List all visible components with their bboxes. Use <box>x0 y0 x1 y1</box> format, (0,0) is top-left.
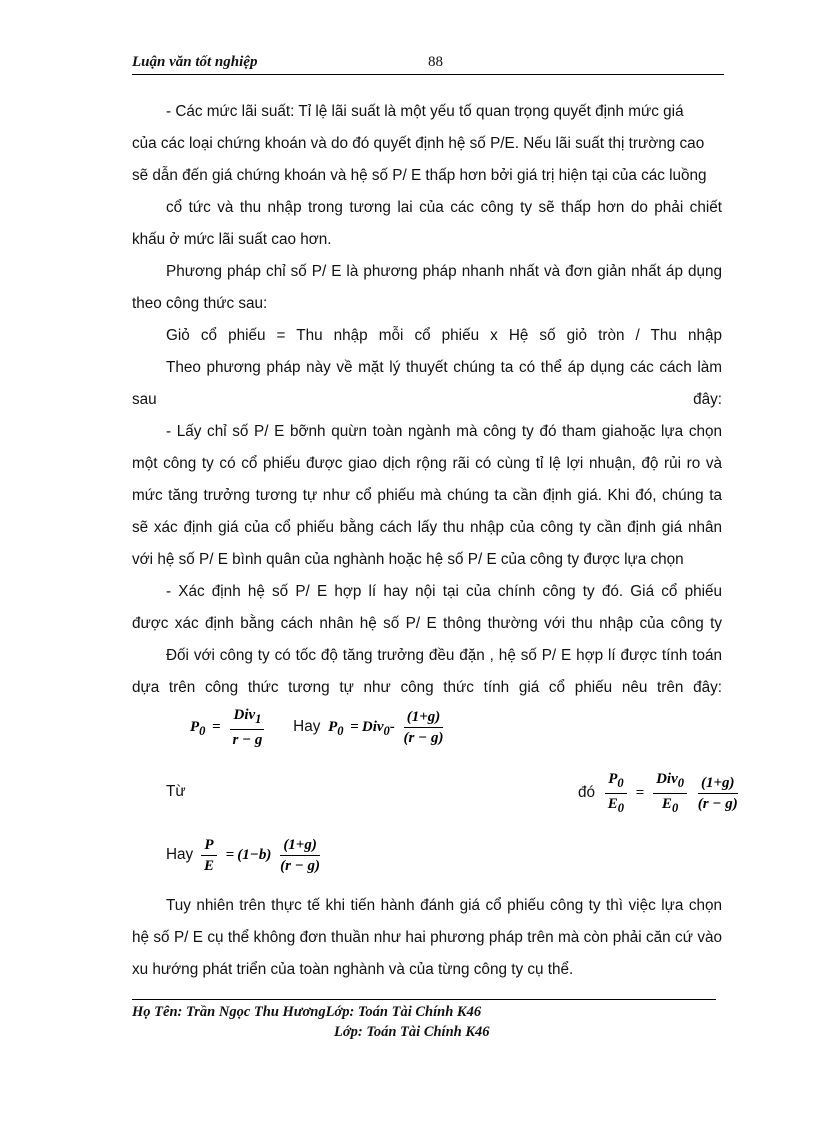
formula-subscript: 0 <box>617 776 624 790</box>
paragraph-line: Đối với công ty có tốc độ tăng trưởng đều đặn , hệ số P/ E hợp lí được tính toán <box>166 647 722 664</box>
paragraph-line: xu hướng phát triển của toàn nghành và của từng công ty cụ thể. <box>132 961 574 978</box>
fraction <box>653 770 687 817</box>
formula-symbol: E <box>607 796 618 812</box>
page-header <box>132 52 724 75</box>
formula-symbol: E <box>203 858 214 874</box>
paragraph-line: - Các mức lãi suất: Tỉ lệ lãi suất là một yếu tố quan trọng quyết định mức giá <box>166 103 684 120</box>
closing-paragraph <box>132 890 722 986</box>
fraction <box>229 706 265 749</box>
paragraph-line: dựa trên công thức tương tự như công thức tính giá cổ phiếu nêu trên đây: <box>132 679 722 696</box>
formula-symbol: (r − g) <box>697 796 738 812</box>
formula-symbol: P <box>201 836 216 856</box>
formula-subscript: 0 <box>337 723 344 738</box>
formula-subscript: 1 <box>255 712 262 726</box>
formula-symbol: (1−b) <box>237 846 272 863</box>
formula-subscript: 0 <box>617 801 625 815</box>
paragraph-line: mức tăng trưởng tương tự như cổ phiếu mà chúng ta cần định giá. Khi đó, chúng ta <box>132 487 722 504</box>
formula-symbol: P <box>328 718 338 735</box>
paragraph-line: với hệ số P/ E bình quân của nghành hoặc hệ số P/ E của công ty được lựa chọn <box>132 551 684 568</box>
header-title: Luận văn tốt nghiệp <box>132 54 258 70</box>
fraction <box>695 774 741 813</box>
formula-symbol: (r − g) <box>403 730 444 746</box>
formula-symbol: (1+g) <box>280 836 320 856</box>
page-number: 88 <box>428 54 443 70</box>
formula-symbol: Div <box>656 771 678 787</box>
formula-symbol: Div <box>361 718 384 735</box>
paragraph-line: sau đây: <box>132 391 722 408</box>
paragraph-line: theo công thức sau: <box>132 295 268 312</box>
formula-connector: Hay <box>293 717 321 735</box>
formula-p0: $P_0$ = $\frac{Div_1}{r - g}$ Hay $P_0 = Div_0-$ $\frac{(1+g)}{(r - g)}$ <box>190 706 448 749</box>
paragraph-line: hệ số P/ E cụ thể không đơn thuần như hai phương pháp trên mà còn phải căn cứ vào <box>132 929 722 946</box>
footer-class: Lớp: Toán Tài Chính K46 <box>334 1024 490 1040</box>
paragraph-line: khấu ở mức lãi suất cao hơn. <box>132 231 332 248</box>
paragraph-line: cổ tức và thu nhập trong tương lai của các công ty sẽ thấp hơn do phải chiết <box>166 199 722 216</box>
formula-pe-ratio: đó $\frac{P_0}{E_0}$ = $\frac{Div_0}{E_0}$ $\frac{(1+g)}{(r - g)}$ <box>578 770 743 817</box>
paragraph-line: sẽ dẫn đến giá chứng khoán và hệ số P/ E thấp hơn bởi giá trị hiện tại của các luồng <box>132 167 707 184</box>
paragraph-line: Giỏ cổ phiếu = Thu nhập mỗi cổ phiếu x Hệ số giỏ tròn / Thu nhập <box>166 327 722 344</box>
formula-connector: Hay <box>166 845 194 863</box>
fraction <box>201 836 217 875</box>
formula-symbol: r − g <box>232 732 263 748</box>
paragraph-line: sẽ xác định giá của cổ phiếu bằng cách lấy thu nhập của công ty cần định giá nhân <box>132 519 722 536</box>
paragraph-line: của các loại chứng khoán và do đó quyết định hệ số P/E. Nếu lãi suất thị trường cao <box>132 135 705 152</box>
formula-symbol: P <box>190 718 200 735</box>
fraction <box>605 770 627 817</box>
formula-symbol: P <box>608 771 618 787</box>
fraction <box>401 708 447 747</box>
formula-symbol: E <box>661 796 672 812</box>
paragraph-line: một công ty có cổ phiếu được giao dịch rộng rãi có cùng tỉ lệ lợi nhuận, độ rủi ro và <box>132 455 722 472</box>
paragraph-line: - Lấy chỉ số P/ E bỡnh quừn toàn ngành mà công ty đó tham giahoặc lựa chọn <box>166 423 722 440</box>
formula-tu-label: Từ <box>166 783 186 800</box>
formula-symbol: (1+g) <box>404 708 444 728</box>
footer-divider <box>132 999 716 1000</box>
paragraph-line: Phương pháp chỉ số P/ E là phương pháp nhanh nhất và đơn giản nhất áp dụng <box>166 263 722 280</box>
paragraph-line: Tuy nhiên trên thực tế khi tiến hành đánh giá cổ phiếu công ty thì việc lựa chọn <box>166 897 722 914</box>
paragraph-line: được xác định bằng cách nhân hệ số P/ E thông thường với thu nhập của công ty <box>132 615 722 632</box>
formula-subscript: 0 <box>199 723 206 738</box>
formula-symbol: (1+g) <box>698 774 738 794</box>
formula-subscript: 0 <box>677 776 685 790</box>
paragraph-line: - Xác định hệ số P/ E hợp lí hay nội tại của chính công ty đó. Giá cổ phiếu <box>166 583 722 600</box>
formula-symbol: (r − g) <box>280 858 321 874</box>
fraction <box>277 836 323 875</box>
body-text <box>132 96 722 704</box>
formula-connector: đó <box>578 783 596 801</box>
formula-subscript: 0 <box>671 801 679 815</box>
formula-subscript: 0 <box>383 723 390 738</box>
formula-symbol: Div <box>233 707 256 723</box>
paragraph-line: Theo phương pháp này về mặt lý thuyết chúng ta có thể áp dụng các cách làm <box>166 359 722 376</box>
footer-author: Họ Tên: Trần Ngọc Thu HươngLớp: Toán Tài Chính K46 <box>132 1004 482 1020</box>
formula-pe-payout: Hay $\frac{P}{E}$ = (1−b) $\frac{(1+g)}{(r - g)}$ <box>166 836 325 875</box>
